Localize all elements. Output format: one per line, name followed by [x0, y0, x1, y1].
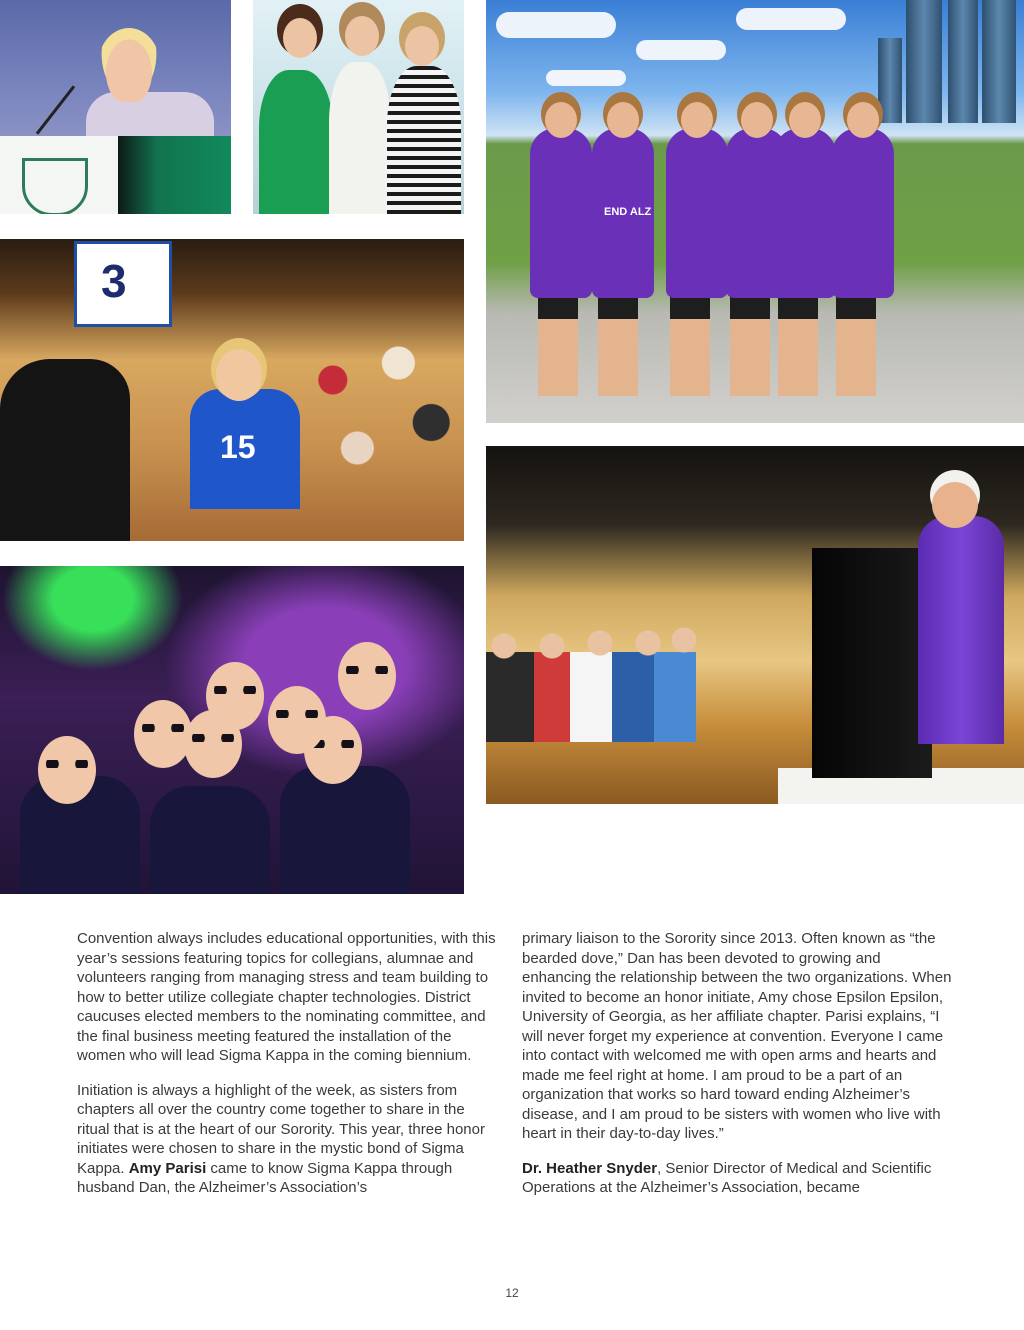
speaker-head — [98, 28, 160, 102]
skyscraper — [982, 0, 1016, 123]
head — [283, 18, 317, 58]
paragraph — [522, 1159, 952, 1198]
face — [268, 686, 326, 754]
text: came to know Sigma Kappa through husband Dan, the Alzheimer’s Association’s — [77, 1159, 453, 1196]
legs — [538, 286, 578, 396]
cloud — [736, 8, 846, 30]
jersey-figure — [190, 389, 300, 509]
face — [206, 662, 264, 730]
cloud — [496, 12, 616, 38]
cloud — [546, 70, 626, 86]
photo-honor-initiates-award — [253, 0, 464, 214]
woman-white-top — [329, 62, 391, 214]
paragraph — [77, 1081, 497, 1198]
face — [338, 642, 396, 710]
text: Initiation is always a highlight of the week, as sisters from chapters all over the country come together to share in the ritual that is at the heart of our Sorority. This year, three honor initiates were chosen to share in the mystic bond of Sigma Kappa. — [77, 1081, 485, 1177]
paragraph: Convention always includes educational opportunities, with this year’s sessions featuring topics for collegians, alumnae and volunteers ranging from managing stress and team building to how to better utilize collegiate chapter technologies. District caucuses elected members to the nominating committee, and the final business meeting featured the installation of the women who will lead Sigma Kappa in the coming biennium. — [77, 930, 496, 1064]
walker — [666, 128, 728, 298]
microphone — [36, 85, 75, 134]
skyscraper — [878, 38, 902, 123]
person-name: Amy Parisi — [128, 1159, 207, 1177]
legs — [730, 286, 770, 396]
face — [134, 700, 192, 768]
sorority-crest-icon — [22, 158, 88, 214]
photo-party-crowd — [0, 566, 464, 894]
shirt-text: END ALZ — [604, 206, 652, 218]
standing-members — [486, 616, 786, 766]
legs — [778, 286, 818, 396]
photo-ballroom-ceremony — [486, 446, 1024, 804]
jersey-number: 15 — [220, 429, 256, 465]
skyscraper — [948, 0, 978, 123]
page-number: 12 — [505, 1286, 519, 1300]
paragraph: primary liaison to the Sorority since 2013. Often known as “the bearded dove,” Dan has been devoted to growing and enhancing the relationship between the two organizations. When invited to become an honor initiate, Amy chose Epsilon Epsilon, University of Georgia, as her affiliate chapter. Parisi explains, “I will never forget my experience at convention. Everyone I came into contact with welcomed me with open arms and hearts and made me feel right at home. I am proud to be a part of an organization that works so hard toward ending Alzheimer’s disease, and I am proud to be sisters with women who live with heart in their day-to-day lives.” — [522, 930, 952, 1142]
photo-speaker-at-podium — [0, 0, 231, 214]
skyscraper — [906, 0, 942, 123]
woman-green-jacket — [259, 70, 333, 214]
podium — [812, 548, 932, 778]
shirt — [150, 786, 270, 894]
jersey-head — [216, 349, 262, 401]
robed-speaker — [918, 516, 1004, 744]
shirt — [280, 766, 410, 894]
podium-side — [118, 136, 231, 214]
article-column-left — [77, 929, 497, 1213]
legs — [836, 286, 876, 396]
speaker-head — [932, 482, 978, 528]
legs — [670, 286, 710, 396]
walker — [774, 128, 836, 298]
person-name: Dr. Heather Snyder — [522, 1159, 658, 1177]
text: , Senior Director of Medical and Scientific Operations at the Alzheimer’s Association, became — [522, 1159, 932, 1196]
woman-with-tiara — [0, 359, 130, 541]
legs — [598, 286, 638, 396]
photo-convention-parade — [0, 239, 464, 541]
head — [405, 26, 439, 66]
head — [345, 16, 379, 56]
photo-end-alz-walk-group — [486, 0, 1024, 423]
article-column-right — [522, 929, 952, 1213]
woman-striped-top — [387, 66, 461, 214]
number-sign — [74, 241, 172, 327]
walker — [832, 128, 894, 298]
cloud — [636, 40, 726, 60]
crowd — [300, 329, 464, 499]
face — [38, 736, 96, 804]
walker — [530, 128, 592, 298]
